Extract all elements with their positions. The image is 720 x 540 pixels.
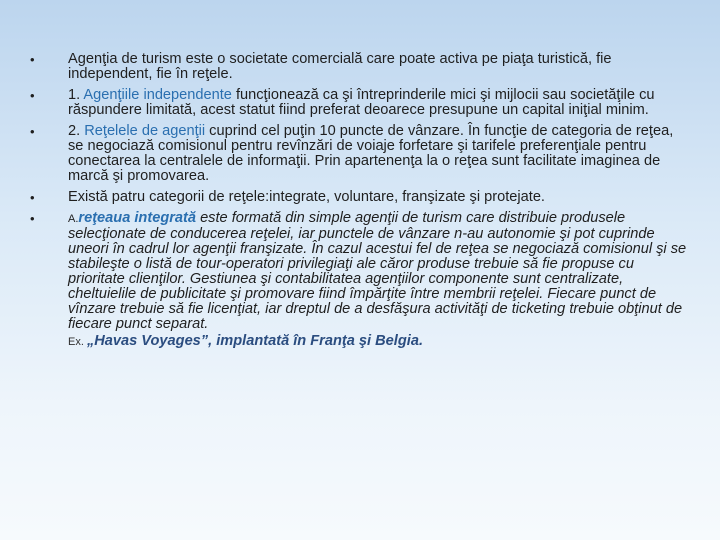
bullet-prefix: A. [68, 213, 79, 225]
bullet-dot-icon: • [30, 124, 35, 139]
bullet-text: este formată din simple agenţii de turism care distribuie produsele selecţionate de conducerea reţelei, iar punctele de vânzare n-au autonomie şi pot cuprinde uneori în cadrul lor agenţii franşizate. În cazul acestui fel de reţea se negociază comisionul şi se stabileşte o listă de tour-operatori privilegiaţi ale căror produse trebuie să fie propuse cu prioritate clienţilor. Gestiunea şi contabilitatea agenţiilor componente sunt centralizate, cheltuielile de publicitate şi promovare fiind împărţite între membrii reţelei. Fiecare punct de vînzare trebuie să fie licenţiat, iar dreptul de a desfăşura activităţi de ticketing trebuie obţinut de fiecare punct separat. [68, 210, 687, 332]
example-text: „Havas Voyages”, implantată în Franţa şi Belgia. [86, 333, 423, 349]
bullet-item [30, 124, 690, 184]
bullet-item [30, 190, 690, 205]
bullet-text: cuprind cel puţin 10 puncte de vânzare. În funcţie de categoria de reţea, se negociază comisionul pentru revînzări de voiaje forfetare şi tarifele preferenţiale pentru conectarea la centralele de informaţii. Prin apartenenţa la o reţea sunt facilitate imaginea de marcă şi promovarea. [68, 123, 674, 184]
bullet-highlight: reţeaua integrată [78, 210, 197, 226]
bullet-dot-icon: • [30, 190, 35, 205]
bullet-text: Agenţia de turism este o societate comercială care poate activa pe piaţa turistică, fie independent, fie în reţele. [68, 51, 612, 82]
bullet-item [30, 88, 690, 118]
bullet-text: Există patru categorii de reţele:integrate, voluntare, franşizate şi protejate. [68, 189, 545, 205]
bullet-prefix: 2. [68, 123, 85, 139]
bullet-dot-icon: • [30, 52, 35, 67]
bullet-highlight: Agenţiile independente [83, 87, 232, 103]
bullet-highlight: Reţelele de agenţii [84, 123, 206, 139]
bullet-prefix: 1. [68, 87, 84, 103]
bullet-item [30, 211, 690, 332]
example-label: Ex. [68, 336, 87, 348]
bullet-text: funcţionează ca şi întreprinderile mici şi mijlocii sau societăţile cu răspundere limitată, acest statut fiind preferat deoarece presupune un capital iniţial minim. [68, 87, 655, 118]
bullet-list [30, 52, 690, 350]
bullet-dot-icon: • [30, 211, 35, 226]
bullet-dot-icon: • [30, 88, 35, 103]
example-line [30, 334, 690, 350]
bullet-item [30, 52, 690, 82]
